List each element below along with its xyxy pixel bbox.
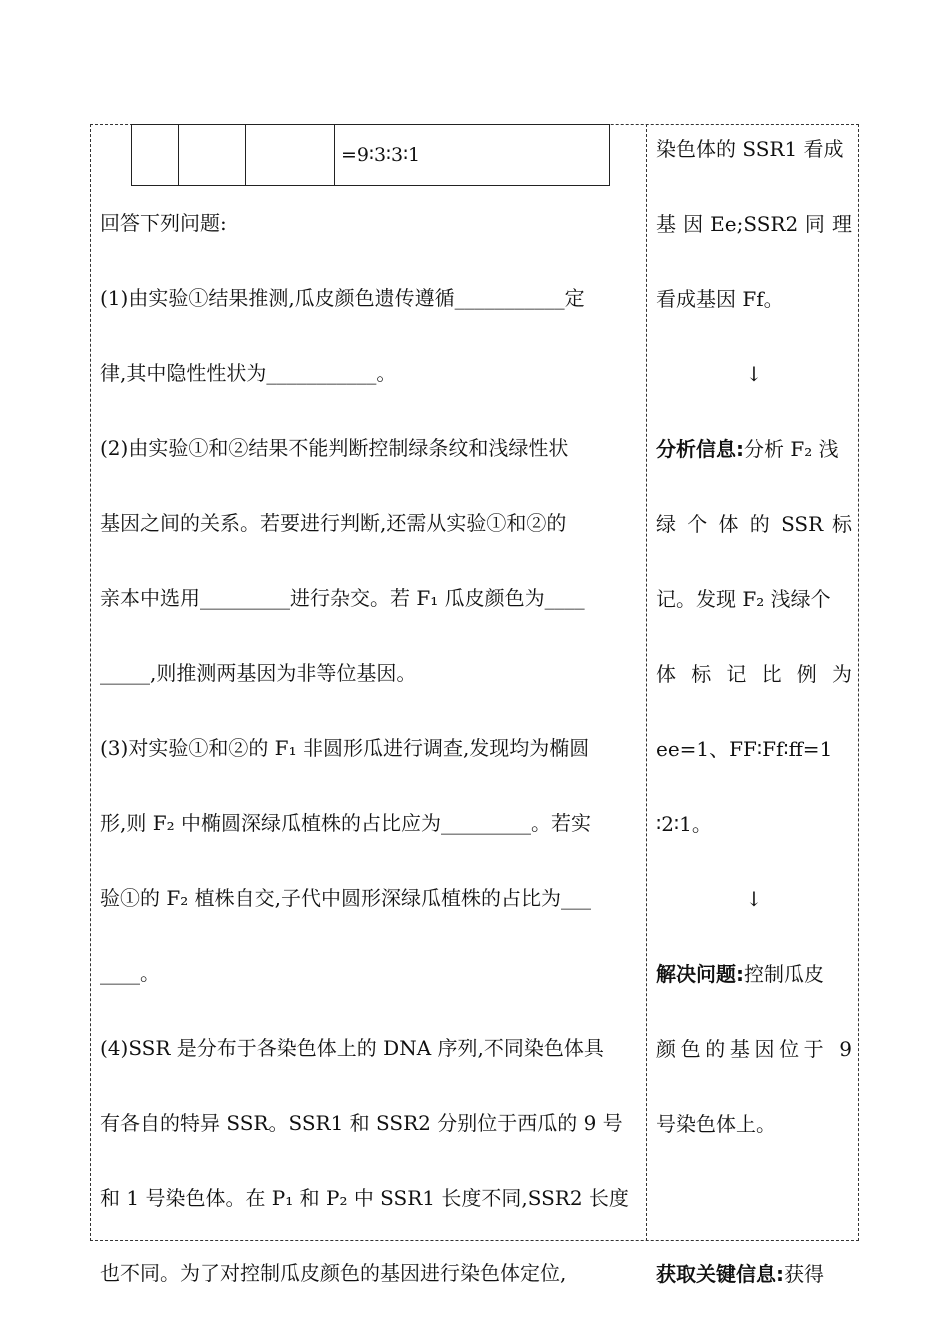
side-line: 染色体的 SSR1 看成 xyxy=(656,137,844,161)
text-line: (3)对实验①和②的 F₁ 非圆形瓜进行调查,发现均为椭圆 xyxy=(100,736,590,760)
key-info-text: 获得 xyxy=(784,1262,824,1286)
table-cell xyxy=(132,125,179,186)
text-line: _____,则推测两基因为非等位基因。 xyxy=(100,661,417,685)
text-line: (1)由实验①结果推测,瓜皮颜色遗传遵循___________定 xyxy=(100,286,585,310)
side-line: 体 标 记 比 例 为 xyxy=(656,662,852,686)
side-line: ee=1、FF∶Ff∶ff=1 xyxy=(656,737,833,761)
result-table-row xyxy=(131,124,610,186)
table-cell-ratio: =9∶3∶3∶1 xyxy=(335,125,610,186)
solve-problem-line xyxy=(656,937,852,1012)
side-line: 基 因 Ee;SSR2 同 理 xyxy=(656,212,852,236)
side-line: 绿 个 体 的 SSR 标 xyxy=(656,512,852,536)
question-text xyxy=(100,186,640,1311)
text-line: 也不同。为了对控制瓜皮颜色的基因进行染色体定位, xyxy=(100,1261,567,1285)
text-line: 和 1 号染色体。在 P₁ 和 P₂ 中 SSR1 长度不同,SSR2 长度 xyxy=(100,1186,629,1210)
text-line: (4)SSR 是分布于各染色体上的 DNA 序列,不同染色体具 xyxy=(100,1036,604,1060)
solve-label: 解决问题: xyxy=(656,962,744,986)
column-divider xyxy=(646,124,647,1241)
text-line: 验①的 F₂ 植株自交,子代中圆形深绿瓜植株的占比为___ xyxy=(100,886,591,910)
side-line: 号染色体上。 xyxy=(656,1112,776,1136)
side-line: ∶2∶1。 xyxy=(656,812,712,836)
text-line: 有各自的特异 SSR。SSR1 和 SSR2 分别位于西瓜的 9 号 xyxy=(100,1111,623,1135)
table-cell xyxy=(246,125,335,186)
side-line: 记。发现 F₂ 浅绿个 xyxy=(656,587,831,611)
text-line: ____。 xyxy=(100,961,160,985)
table-cell xyxy=(179,125,246,186)
text-line: 形,则 F₂ 中椭圆深绿瓜植株的占比应为_________。若实 xyxy=(100,811,591,835)
down-arrow-icon: ↓ xyxy=(745,362,763,386)
key-info-label: 获取关键信息: xyxy=(656,1262,784,1286)
analysis-sidebar xyxy=(656,112,852,1312)
key-info-line xyxy=(656,1237,852,1312)
text-line: 亲本中选用_________进行杂交。若 F₁ 瓜皮颜色为____ xyxy=(100,586,585,610)
text-line: 基因之间的关系。若要进行判断,还需从实验①和②的 xyxy=(100,511,567,535)
side-line: 看成基因 Ff。 xyxy=(656,287,784,311)
side-line-blank xyxy=(656,1162,852,1237)
text-line: 律,其中隐性性状为___________。 xyxy=(100,361,397,385)
text-line: (2)由实验①和②结果不能判断控制绿条纹和浅绿性状 xyxy=(100,436,569,460)
side-line: 颜色的基因位于 9 xyxy=(656,1037,852,1061)
analyze-info-line xyxy=(656,412,852,487)
analyze-label: 分析信息: xyxy=(656,437,744,461)
solve-text: 控制瓜皮 xyxy=(744,962,824,986)
analyze-text: 分析 F₂ 浅 xyxy=(744,437,839,461)
down-arrow-icon: ↓ xyxy=(745,887,763,911)
text-line: 回答下列问题: xyxy=(100,211,227,235)
